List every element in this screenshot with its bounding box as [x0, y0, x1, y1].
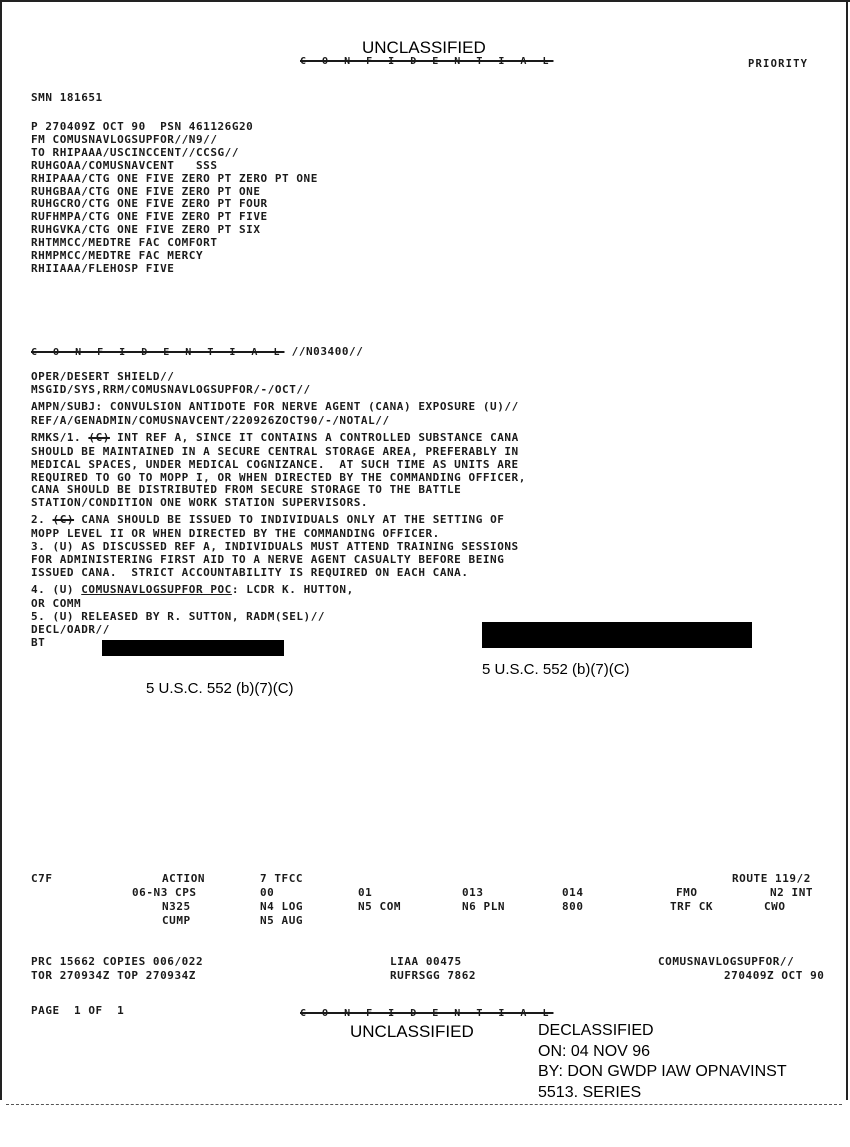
dist-cell: N2 INT [770, 886, 814, 899]
dist-cell: TRF CK [670, 900, 714, 913]
dist-cell: N5 AUG [260, 914, 304, 927]
paragraph-5: 5. (U) RELEASED BY R. SUTTON, RADM(SEL)// [31, 609, 326, 623]
struck-class-mark: (C) [52, 513, 75, 527]
dist-origin: C7F [31, 872, 53, 885]
message-serial: SMN 181651 [31, 91, 103, 104]
break-line: BT [31, 635, 46, 649]
footer-dtg: 270409Z OCT 90 [724, 969, 825, 982]
subject-line [31, 397, 526, 415]
dist-cell: CUMP [162, 914, 191, 927]
paragraph-3 [31, 541, 526, 580]
footer-liaa: LIAA 00475 [390, 955, 462, 968]
dist-cell: 013 [462, 886, 484, 899]
routing-line: RUHGVKA/CTG ONE FIVE ZERO PT SIX [31, 223, 261, 237]
poc-label: COMUSNAVLOGSUPFOR POC [81, 582, 232, 596]
ssic-code: //N03400// [284, 345, 364, 358]
routing-line: RUHGBAA/CTG ONE FIVE ZERO PT ONE [31, 184, 261, 198]
routing-line: RHIIAAA/FLEHOSP FIVE [31, 261, 175, 275]
footer-prc: PRC 15662 COPIES 006/022 [31, 955, 204, 968]
declassification-stamp [538, 1021, 787, 1103]
para-text: FOR ADMINISTERING FIRST AID TO A NERVE AGENT CASUALTY BEFORE BEING [31, 553, 505, 567]
para-text: INT REF A, SINCE IT CONTAINS A CONTROLLED SUBSTANCE CANA [109, 430, 519, 444]
routing-line: TO RHIPAAA/USCINCCENT//CCSG// [31, 145, 240, 159]
msgid-line: MSGID/SYS,RRM/COMUSNAVLOGSUPFOR/-/OCT// [31, 382, 311, 396]
para-text: MOPP LEVEL II OR WHEN DIRECTED BY THE COMMANDING OFFICER. [31, 527, 440, 541]
dist-cell: 00 [260, 886, 275, 899]
para-text: CANA SHOULD BE DISTRIBUTED FROM SECURE STORAGE TO THE BATTLE [31, 483, 462, 497]
classification-unclassified-top: UNCLASSIFIED [362, 38, 486, 57]
para-text: 3. (U) AS DISCUSSED REF A, INDIVIDUALS MUST ATTEND TRAINING SESSIONS [31, 540, 519, 554]
page-number: PAGE 1 OF 1 [31, 1004, 125, 1017]
para-text: CANA SHOULD BE ISSUED TO INDIVIDUALS ONLY AT THE SETTING OF [74, 513, 505, 527]
para-text: STATION/CONDITION ONE WORK STATION SUPERVISORS. [31, 496, 369, 510]
message-body [31, 371, 526, 650]
foia-exemption-label: 5 U.S.C. 552 (b)(7)(C) [482, 661, 630, 678]
oper-line: OPER/DESERT SHIELD// [31, 370, 175, 383]
foia-exemption-label: 5 U.S.C. 552 (b)(7)(C) [146, 680, 294, 697]
page-border-right [846, 0, 848, 1100]
classification-confidential-bottom: C O N F I D E N T I A L [300, 1008, 554, 1019]
declassification-line: DECL/OADR// [31, 622, 110, 636]
paragraph-4 [31, 580, 526, 611]
para-lead: RMKS/1. [31, 430, 89, 444]
routing-line: RUHGOAA/COMUSNAVCENT SSS [31, 158, 218, 172]
declass-line: DECLASSIFIED [538, 1022, 654, 1039]
routing-line: RHTMMCC/MEDTRE FAC COMFORT [31, 236, 218, 250]
dist-cell: 01 [358, 886, 373, 899]
dist-cell: 06-N3 CPS [132, 886, 197, 899]
dist-action-code: 7 TFCC [260, 872, 304, 885]
routing-line: RHIPAAA/CTG ONE FIVE ZERO PT ZERO PT ONE [31, 171, 318, 185]
page-border-left [0, 0, 2, 1100]
paragraph-2 [31, 510, 526, 541]
dist-cell: N6 PLN [462, 900, 506, 913]
struck-class-mark: (C) [88, 430, 110, 444]
declass-line: ON: 04 NOV 96 [538, 1042, 651, 1060]
footer-rufrsgg: RUFRSGG 7862 [390, 969, 477, 982]
routing-line: P 270409Z OCT 90 PSN 461126G20 [31, 120, 254, 133]
routing-line: RUHGCRO/CTG ONE FIVE ZERO PT FOUR [31, 197, 268, 211]
footer-from: COMUSNAVLOGSUPFOR// [658, 955, 795, 968]
para-text: ISSUED CANA. STRICT ACCOUNTABILITY IS REQUIRED ON EACH CANA. [31, 565, 469, 579]
dist-cell: N325 [162, 900, 191, 913]
dist-cell: 014 [562, 886, 584, 899]
para-text: REQUIRED TO GO TO MOPP I, OR WHEN DIRECTED BY THE COMMANDING OFFICER, [31, 470, 526, 484]
dist-action-label: ACTION [162, 872, 206, 885]
para-lead: 2. [31, 513, 53, 527]
paragraph-1 [31, 428, 526, 511]
classification-confidential-top: C O N F I D E N T I A L [300, 56, 554, 67]
para-text: MEDICAL SPACES, UNDER MEDICAL COGNIZANCE. AT SUCH TIME AS UNITS ARE [31, 457, 519, 471]
routing-line: RUFHMPA/CTG ONE FIVE ZERO PT FIVE [31, 210, 268, 224]
poc-name: : LCDR K. HUTTON, [231, 582, 354, 596]
declass-line: 5513. SERIES [538, 1083, 642, 1101]
page-cut-line [6, 1104, 842, 1105]
subject-text: CONVULSION ANTIDOTE FOR NERVE AGENT (CANA) EXPOSURE (U)// [109, 399, 519, 413]
declass-line: BY: DON GWDP IAW OPNAVINST [538, 1063, 787, 1080]
page-border-top [0, 0, 850, 2]
classification-confidential-struck: C O N F I D E N T I A L [31, 347, 285, 358]
dist-cell: CWO [764, 900, 786, 913]
dist-cell: N4 LOG [260, 900, 304, 913]
subject-prefix: AMPN/SUBJ: [31, 399, 110, 413]
dist-cell: FMO [676, 886, 698, 899]
dist-cell: 800 [562, 900, 584, 913]
classification-unclassified-bottom: UNCLASSIFIED [350, 1022, 474, 1041]
routing-line: FM COMUSNAVLOGSUPFOR//N9// [31, 132, 218, 146]
classification-line [31, 342, 363, 360]
precedence-label: PRIORITY [748, 58, 809, 70]
redaction-box [482, 622, 752, 648]
para-lead: 4. (U) [31, 582, 82, 596]
para-text: SHOULD BE MAINTAINED IN A SECURE CENTRAL STORAGE AREA, PREFERABLY IN [31, 444, 519, 458]
dist-route: ROUTE 119/2 [732, 872, 811, 885]
poc-comm: OR COMM [31, 596, 82, 610]
redaction-box [102, 640, 284, 656]
routing-block [31, 121, 318, 276]
reference-line: REF/A/GENADMIN/COMUSNAVCENT/220926ZOCT90/-/NOTAL// [31, 413, 390, 427]
dist-cell: N5 COM [358, 900, 402, 913]
footer-tor: TOR 270934Z TOP 270934Z [31, 969, 196, 982]
routing-line: RHMPMCC/MEDTRE FAC MERCY [31, 249, 204, 263]
